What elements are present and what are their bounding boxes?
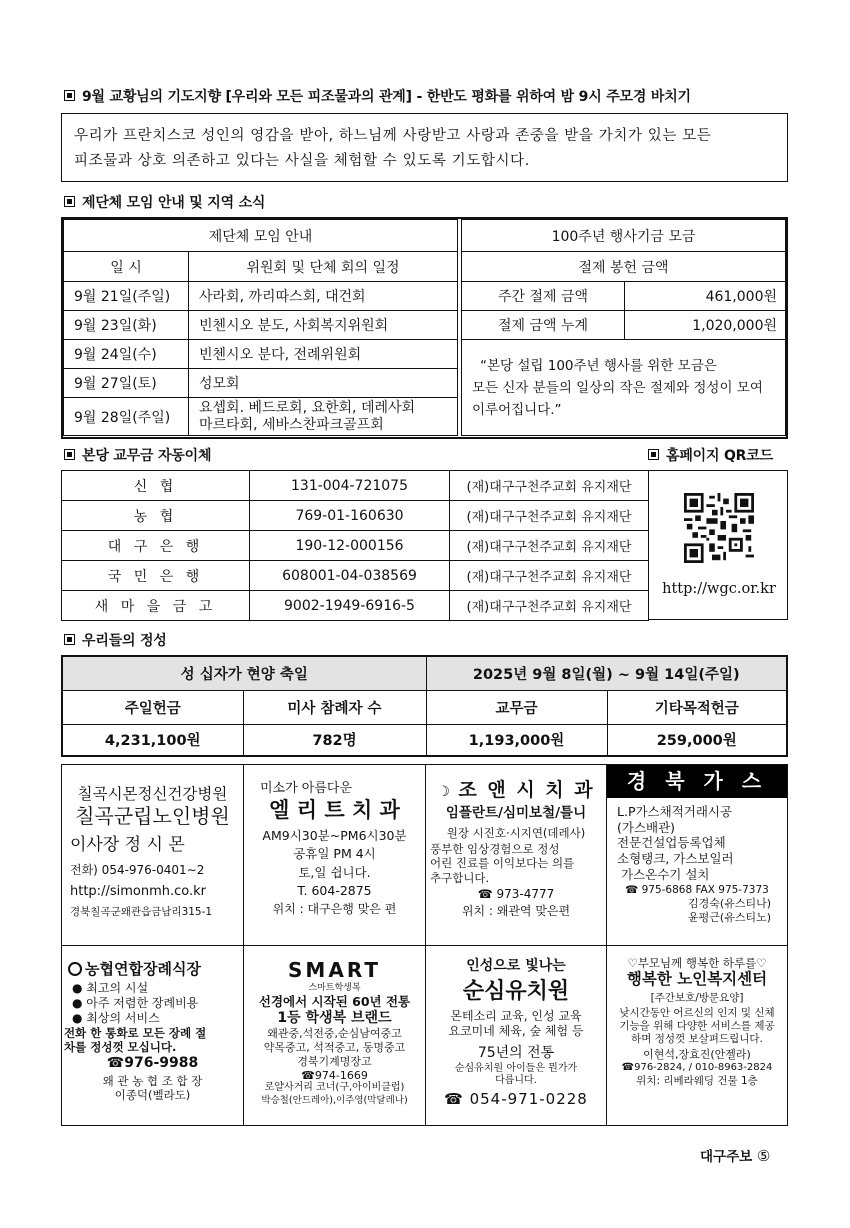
ad-line: 전문건설업등록업체	[617, 835, 726, 851]
ad-line: 전화 한 통화로 모든 장례 절	[64, 1025, 207, 1040]
offering-value: 259,000원	[607, 724, 787, 756]
ad-simon-hospital	[62, 765, 243, 945]
offering-value: 782명	[243, 724, 426, 756]
col-schedule-header: 위원회 및 단체 회의 일정	[189, 252, 458, 282]
ad-line: 이현석,장효진(안젤라)	[643, 1048, 751, 1062]
ad-bullet	[62, 981, 243, 996]
homepage-url[interactable]: http://wgc.or.kr	[662, 581, 776, 597]
prayer-line-1: 우리가 프란치스코 성인의 영감을 받아, 하느님께 사랑받고 사랑과 존중을 받을 가치가 있는 모든	[74, 128, 712, 144]
meeting-schedule-line-1: 요셉회. 베드로회, 요한회, 데레사회	[199, 399, 416, 416]
ad-line: 1등 학생복 브랜드	[277, 1009, 392, 1026]
bank-holder: (재)대구구천주교회 유지재단	[450, 561, 649, 591]
ad-line: 칠곡군립노인병원	[75, 804, 230, 829]
ad-line: 토,일 쉽니다.	[298, 864, 371, 880]
ad-line: 차를 정성껏 모십니다.	[64, 1040, 177, 1055]
ad-bullet-text: 아주 저렴한 장례비용	[86, 995, 199, 1010]
ad-line: 약목중고, 석적중고, 동명중고	[263, 1041, 406, 1055]
ad-line: [주간보호/방문요양]	[650, 991, 744, 1004]
meeting-date: 9월 27일(토)	[64, 369, 189, 398]
bank-account: 608001-04-038569	[250, 561, 450, 591]
groups-section-title	[64, 192, 265, 212]
bank-name: 신 협	[62, 471, 250, 501]
meeting-schedule: 빈첸시오 분도, 사회복지위원회	[189, 311, 458, 340]
meeting-date: 9월 24일(수)	[64, 340, 189, 369]
ad-joan-dental	[426, 765, 606, 945]
ad-line: 75년의 전통	[477, 1045, 555, 1061]
bank-holder: (재)대구구천주교회 유지재단	[450, 531, 649, 561]
ad-gyeongbuk-gas	[607, 765, 787, 945]
meeting-schedule: 사라회, 까리따스회, 대건회	[189, 282, 458, 311]
fund-table	[461, 219, 786, 436]
ad-line: 위치 : 대구은행 맞은 편	[272, 902, 397, 916]
ad-line: 칠곡시몬정신건강병원	[77, 785, 228, 803]
ad-line: ☎974-1669	[301, 1068, 368, 1082]
qr-section-title	[648, 445, 773, 465]
meeting-schedule-line-2: 마르타회, 세바스찬파크골프회	[199, 416, 384, 433]
meeting-schedule: 성모회	[189, 369, 458, 398]
weekly-label: 주간 절제 금액	[462, 282, 625, 311]
ad-smart-uniform	[244, 946, 425, 1125]
offering-col-header: 주일헌금	[62, 690, 243, 724]
ad-elite-dental	[244, 765, 425, 945]
ad-line: 가스온수기 설치	[621, 866, 710, 882]
smile-icon: ☽	[437, 784, 459, 800]
ad-line: ☎ 973-4777	[477, 887, 555, 902]
ad-line: 왜관중,석전중,순심남여중고	[267, 1027, 402, 1041]
ad-line: (가스배관)	[617, 819, 676, 835]
ad-banner: 경 북 가 스	[607, 765, 787, 798]
offering-title-text: 우리들의 정성	[82, 633, 167, 649]
ad-bullet	[62, 1011, 243, 1026]
bank-holder: (재)대구구천주교회 유지재단	[450, 501, 649, 531]
qr-code-icon[interactable]	[684, 493, 754, 563]
bank-table	[61, 470, 649, 621]
ad-sunsim-kindergarten	[426, 946, 606, 1125]
ad-line: 공휴일 PM 4시	[293, 846, 376, 862]
ad-line: 기능을 위해 다양한 서비스를 제공	[619, 1020, 775, 1032]
ad-line: 경북기계명장고	[297, 1054, 372, 1068]
fund-note-line-2: 모든 신자 분들의 일상의 작은 절제와 정성이 모여	[472, 379, 763, 396]
prayer-box	[61, 113, 788, 182]
offering-col-header: 미사 참례자 수	[243, 690, 426, 724]
bank-name: 대 구 은 행	[62, 531, 250, 561]
meeting-date: 9월 28일(주일)	[64, 398, 189, 436]
nh-logo-icon	[68, 962, 82, 976]
bullet-icon: ●	[72, 995, 87, 1010]
bank-account: 190-12-000156	[250, 531, 450, 561]
fund-note	[462, 340, 786, 436]
bank-name: 국 민 은 행	[62, 561, 250, 591]
ad-bullet-text: 최상의 서비스	[86, 1010, 160, 1025]
col-date-header: 일 시	[64, 252, 189, 282]
ad-line: 임플란트/심미보철/틀니	[445, 804, 587, 821]
ad-line: 위치: 리베라웨딩 건물 1층	[636, 1074, 758, 1087]
offering-col-header: 교무금	[426, 690, 607, 724]
ad-bullet-text: 최고의 시설	[86, 980, 149, 995]
ad-line: AM9시30분~PM6시30분	[262, 827, 407, 843]
ad-line: 이사장 정 시 몬	[70, 835, 185, 856]
qr-title-text: 홈페이지 QR코드	[666, 448, 773, 464]
square-bullet-icon	[64, 449, 75, 460]
ad-line	[62, 960, 243, 979]
offering-value: 1,193,000원	[426, 724, 607, 756]
bullet-icon: ●	[72, 980, 87, 995]
meetings-table	[63, 219, 458, 436]
bank-holder: (재)대구구천주교회 유지재단	[450, 471, 649, 501]
ad-line-text: 조 앤 시 치 과	[458, 779, 595, 801]
qr-box	[648, 470, 788, 620]
meetings-header: 제단체 모임 안내	[64, 220, 458, 252]
offering-period: 2025년 9월 8일(월) ~ 9월 14일(주일)	[426, 656, 787, 690]
ad-line: 엘 리 트 치 과	[269, 798, 400, 823]
smart-logo: SMART	[288, 958, 381, 982]
offering-section-title	[64, 630, 167, 650]
square-bullet-icon	[64, 90, 75, 101]
ad-line: 윤평근(유스티노)	[688, 911, 771, 924]
meeting-date: 9월 23일(화)	[64, 311, 189, 340]
ad-line	[426, 779, 606, 803]
fund-header: 100주년 행사기금 모금	[462, 220, 786, 252]
ad-funeral-hall	[62, 946, 243, 1125]
fund-note-line-3: 이루어집니다.”	[472, 401, 562, 418]
ad-line: 스마트학생복	[308, 983, 361, 993]
ad-line: ☎ 054-971-0228	[444, 1089, 588, 1108]
ad-line: 추구합니다.	[430, 870, 490, 885]
offering-value: 4,231,100원	[62, 724, 243, 756]
square-bullet-icon	[648, 449, 659, 460]
prayer-title-text: 9월 교황님의 기도지향 [우리와 모든 피조물과의 관계] - 한반도 평화를 위하여 밤 9시 주모경 바치기	[82, 89, 691, 105]
offering-feast: 성 십자가 현양 축일	[62, 656, 426, 690]
bank-account: 9002-1949-6916-5	[250, 591, 450, 621]
fund-note-line-1: “본당 설립 100주년 행사를 위한 모금은	[480, 357, 717, 374]
ad-line: http://simonmh.co.kr	[70, 883, 206, 899]
ad-line-text: 농협연합장례식장	[85, 960, 201, 978]
ad-line: 순심유치원 아이들은 뭔가가	[454, 1062, 578, 1074]
offering-table	[61, 655, 788, 757]
ad-bullet	[62, 996, 243, 1011]
square-bullet-icon	[64, 196, 75, 207]
ad-line: 이종덕(벨라도)	[114, 1088, 191, 1103]
ad-line: 선경에서 시작된 60년 전통	[258, 994, 411, 1010]
ad-line: 어린 진료를 이익보다는 의를	[430, 856, 575, 871]
footer-label: 대구주보	[700, 1149, 753, 1165]
offering-col-header: 기타목적헌금	[607, 690, 787, 724]
ad-line: 요코미네 체육, 숲 체험 등	[448, 1024, 584, 1038]
square-bullet-icon	[64, 634, 75, 645]
ad-line: 경북칠곡군왜관읍금남리315-1	[70, 905, 213, 918]
ad-line: 김경숙(유스티나)	[688, 897, 771, 911]
ad-line: 왜 관 농 협 조 합 장	[102, 1074, 203, 1088]
ad-line: ♡부모님께 행복한 하루를♡	[627, 956, 767, 970]
ad-line: 순심유치원	[462, 978, 570, 1004]
bullet-icon: ●	[72, 1010, 87, 1025]
total-value: 1,020,000원	[625, 311, 786, 340]
ad-line: 박승철(안드레아),이주영(막달레나)	[261, 1094, 408, 1106]
bank-account: 131-004-721075	[250, 471, 450, 501]
bank-name: 농 협	[62, 501, 250, 531]
bank-title-text: 본당 교무금 자동이체	[82, 448, 212, 464]
ad-line: ☎ 975-6868 FAX 975-7373	[625, 884, 769, 897]
ad-line: ☎976-2824, / 010-8963-2824	[621, 1062, 773, 1073]
ad-line: 인성으로 빛나는	[466, 958, 566, 974]
meeting-date: 9월 21일(주일)	[64, 282, 189, 311]
ad-line: 몬테소리 교육, 인성 교육	[450, 1009, 582, 1023]
bank-account: 769-01-160630	[250, 501, 450, 531]
ad-line: 위치 : 왜관역 맞은편	[461, 904, 571, 919]
ad-line: T. 604-2875	[297, 883, 372, 899]
bank-section-title	[64, 445, 211, 465]
ad-line: L.P가스채적거래시공	[617, 804, 733, 819]
ad-line: 로얄사거리 코너(구,아이비클럽)	[264, 1082, 405, 1094]
ad-line: 소형탱크, 가스보일러	[617, 850, 734, 866]
prayer-section-title	[64, 86, 691, 106]
prayer-line-2: 피조물과 상호 의존하고 있다는 사실을 체험할 수 있도록 기도합시다.	[74, 153, 530, 169]
meeting-schedule-multi	[189, 398, 458, 436]
ad-line: 미소가 아름다운	[260, 781, 353, 796]
ad-line: 낮시간동안 어르신의 인지 및 신체	[619, 1006, 775, 1019]
ad-line: 풍부한 임상경험으로 정성	[430, 842, 560, 856]
page-footer	[700, 1145, 770, 1165]
groups-title-text: 제단체 모임 안내 및 지역 소식	[82, 195, 266, 211]
bank-holder: (재)대구구천주교회 유지재단	[450, 591, 649, 621]
ad-line: 전화) 054-976-0401∼2	[70, 862, 205, 877]
fund-subheader: 절제 봉헌 금액	[462, 252, 786, 282]
ad-line: 하며 정성껏 보살펴드립니다.	[631, 1033, 763, 1046]
total-label: 절제 금액 누계	[462, 311, 625, 340]
ad-line: 원장 시진호·시지연(데레사)	[446, 825, 586, 840]
weekly-value: 461,000원	[625, 282, 786, 311]
bank-name: 새 마 을 금 고	[62, 591, 250, 621]
ad-line: 다릅니다.	[495, 1075, 537, 1086]
ad-welfare-center	[607, 946, 787, 1125]
page-number: ⑤	[756, 1147, 771, 1165]
meeting-schedule: 빈첸시오 분다, 전례위원회	[189, 340, 458, 369]
ad-line: 행복한 노인복지센터	[626, 970, 768, 989]
ad-line: ☎976-9988	[106, 1054, 199, 1071]
